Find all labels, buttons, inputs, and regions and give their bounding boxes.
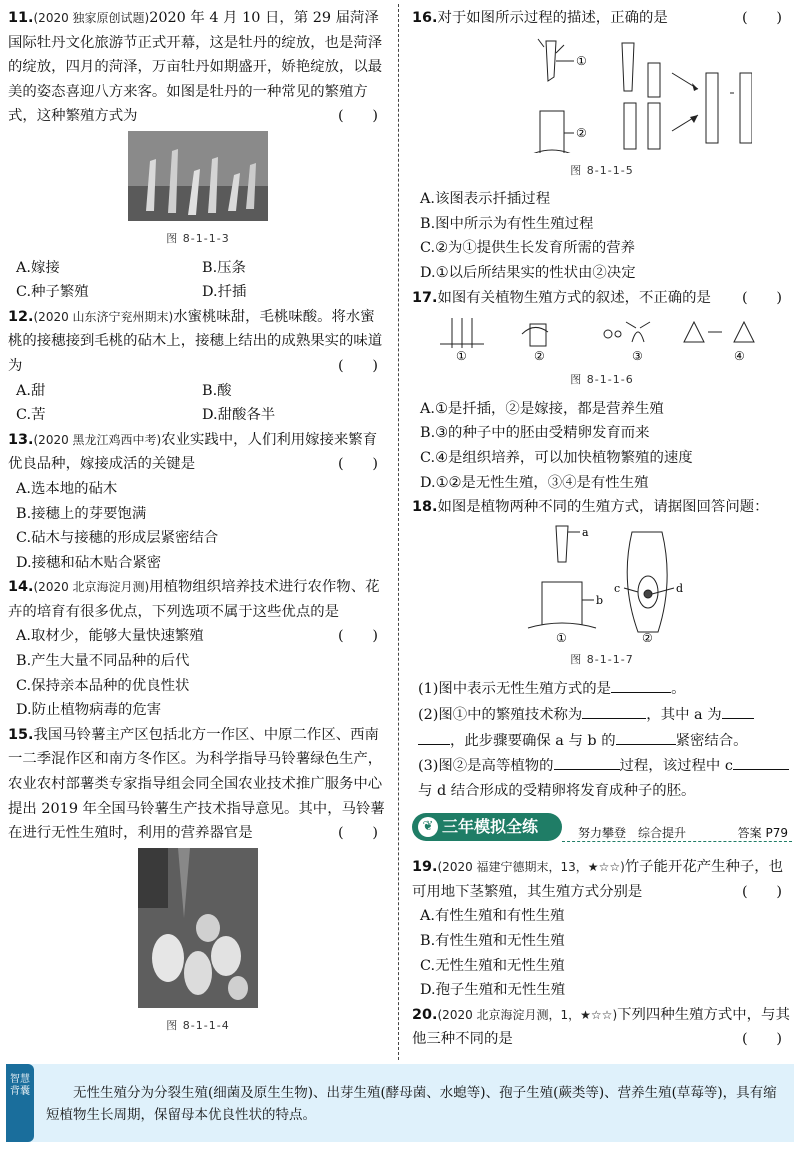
label-a: a (582, 525, 589, 539)
question-18 (412, 495, 792, 803)
option-c: C.保持亲本品种的优良性状 (16, 677, 190, 694)
figure-caption: 图 8-1-1-5 (570, 163, 634, 177)
question-text: 我国马铃薯主产区包括北方一作区、中原二作区、西南一二季混作区和南方冬作区。为科学指导马铃薯绿色生产，农业农村部薯类专家指导组会同全国农业技术推广服务中心提出 2019 年全国马铃薯生产技术指导意见。其中，马铃薯在进行无性生殖时，利用的营养器官是 (8, 726, 385, 842)
option-a: A.有性生殖和有性生殖 (420, 908, 565, 925)
option-a: A.选本地的砧木 (16, 480, 118, 497)
question-number: 15. (8, 726, 34, 743)
option-d: D.防止植物病毒的危害 (16, 702, 162, 719)
question-source: (2020 山东济宁兖州期末) (33, 309, 174, 324)
option-c: C.种子繁殖 (16, 284, 89, 301)
fill-blank[interactable] (733, 753, 789, 770)
answer-paren: ( ) (337, 628, 378, 645)
option-c: C.无性生殖和无性生殖 (420, 957, 565, 974)
figure-two-methods (412, 522, 792, 673)
options (8, 379, 388, 428)
grafting-diagram (452, 33, 752, 153)
question-number: 17. (412, 289, 438, 306)
option-b: B.接穗上的芽要饱满 (16, 505, 147, 522)
question-text: 如图是植物两种不同的生殖方式，请据图回答问题： (437, 499, 769, 516)
question-text: 农业实践中，人们利用嫁接来繁育优良品种，嫁接成活的关键是 (8, 431, 378, 473)
figure-peony (8, 131, 388, 252)
tip-text: 无性生殖分为分裂生殖(细菌及原生生物)、出芽生殖(酵母菌、水螅等)、孢子生殖(蕨类等)、营养生殖(草莓等)，具有缩短植物生长周期，保留母本优良性状的特点。 (46, 1085, 777, 1123)
answer-paren: ( ) (741, 1031, 782, 1048)
option-b: B.③的种子中的胚由受精卵发育而来 (420, 425, 650, 442)
question-number: 16. (412, 10, 438, 26)
option-b: B.有性生殖和无性生殖 (420, 933, 565, 950)
figure-caption: 图 8-1-1-6 (570, 373, 634, 387)
question-source: (2020 北京海淀月测，1，★☆☆) (437, 1007, 618, 1022)
option-c: C.②为①提供生长发育所需的营养 (420, 240, 636, 257)
answer-paren: ( ) (337, 456, 378, 473)
label-c: c (614, 581, 621, 595)
tip-box (6, 1064, 794, 1142)
option-d: D.①以后所结果实的性状由②决定 (420, 264, 636, 281)
question-number: 12. (8, 308, 34, 325)
question-16 (412, 6, 792, 286)
column-divider (398, 4, 399, 1060)
section-tagline: 努力攀登 综合提升 (578, 826, 687, 841)
question-number: 19. (412, 859, 438, 876)
section-rule (562, 841, 792, 842)
question-11 (8, 6, 388, 305)
label-4: ④ (734, 349, 745, 363)
question-15 (8, 723, 388, 1039)
label-1: ① (556, 630, 567, 642)
fill-blank[interactable] (722, 702, 754, 719)
question-number: 20. (412, 1006, 438, 1023)
label-b: b (596, 593, 604, 607)
question-20 (412, 1003, 792, 1052)
figure-caption: 图 8-1-1-3 (166, 231, 230, 245)
option-d: D.接穗和砧木贴合紧密 (16, 554, 162, 571)
label-2: ② (534, 349, 545, 363)
answer-paren: ( ) (741, 10, 782, 26)
question-text: 对于如图所示过程的描述，正确的是 (437, 10, 668, 26)
question-text: 如图有关植物生殖方式的叙述，不正确的是 (437, 289, 711, 306)
peony-cutting-photo (128, 131, 268, 221)
label-1: ① (456, 349, 467, 363)
question-number: 11. (8, 10, 34, 26)
figure-caption: 图 8-1-1-4 (166, 1018, 230, 1032)
question-12 (8, 305, 388, 428)
section-badge (412, 813, 562, 841)
figure-grafting-steps (412, 33, 792, 184)
option-c: C.砧木与接穗的形成层紧密结合 (16, 530, 219, 547)
left-column (8, 6, 388, 1042)
question-17 (412, 286, 792, 496)
question-source: (2020 独家原创试题) (33, 11, 150, 25)
question-source: (2020 北京海淀月测) (33, 580, 150, 595)
question-13 (8, 428, 388, 576)
question-19 (412, 855, 792, 1003)
question-text: 用植物组织培养技术进行农作物、花卉的培育有很多优点，下列选项不属于这些优点的是 (8, 579, 380, 620)
question-number: 18. (412, 499, 438, 516)
answer-paren: ( ) (741, 289, 782, 306)
fill-blank[interactable] (418, 728, 450, 745)
option-b: B.图中所示为有性生殖过程 (420, 215, 594, 232)
question-text: 下列四种生殖方式中，与其他三种不同的是 (412, 1006, 790, 1048)
option-a: A.该图表示扦插过程 (420, 191, 551, 208)
option-d: D.扦插 (202, 284, 247, 301)
label-3: ③ (632, 349, 643, 363)
label-d: d (676, 581, 684, 595)
graft-and-flower-diagram (502, 522, 702, 642)
option-b: B.酸 (202, 382, 232, 399)
figure-potato (8, 848, 388, 1039)
fill-blank[interactable] (582, 702, 646, 719)
potato-photo (138, 848, 258, 1008)
sub-question-3: (3)图②是高等植物的 过程，该过程中 c与 d 结合形成的受精卵将发育成种子的胚。 (412, 753, 792, 803)
leaf-icon: ❦ (418, 817, 438, 837)
option-d: D.①②是无性生殖，③④是有性生殖 (420, 474, 649, 491)
figure-caption: 图 8-1-1-7 (570, 652, 634, 666)
answer-paren: ( ) (337, 108, 378, 125)
fill-blank[interactable] (616, 728, 676, 745)
option-a: A.嫁接 (16, 259, 60, 276)
fill-blank[interactable] (611, 676, 671, 693)
right-column (412, 6, 792, 1052)
options (8, 256, 388, 305)
figure-reproduction-types (412, 312, 792, 393)
option-a: A.取材少，能够大量快速繁殖 (16, 628, 204, 645)
option-d: D.孢子生殖和无性生殖 (420, 982, 566, 999)
answer-paren: ( ) (337, 825, 378, 842)
fill-blank[interactable] (554, 753, 620, 770)
question-number: 13. (8, 431, 34, 448)
section-title: 三年模拟全练 (442, 817, 539, 837)
section-header (412, 811, 792, 845)
question-text: 2020 年 4 月 10 日，第 29 届菏泽国际牡丹文化旅游节正式开幕，这是牡丹的绽放，也是菏泽的绽放，四月的菏泽，万亩牡丹如期盛开，娇艳绽放，以最美的姿态喜迎八方来客。如图是牡丹的一种常见的繁殖方式，这种繁殖方式为 (8, 10, 383, 125)
option-c: C.苦 (16, 407, 46, 424)
option-a: A.①是扦插，②是嫁接，都是营养生殖 (420, 400, 664, 417)
question-text: 竹子能开花产生种子，也可用地下茎繁殖，其生殖方式分别是 (412, 859, 784, 900)
sub-question-2: (2)图①中的繁殖技术称为 ，其中 a 为 ，此步骤要确保 a 与 b 的 紧密结合。 (412, 702, 792, 753)
sub-question-1: (1)图中表示无性生殖方式的是 。 (412, 676, 792, 702)
option-b: B.产生大量不同品种的后代 (16, 653, 190, 670)
question-number: 14. (8, 579, 34, 596)
answer-reference: 答案 P79 (737, 826, 788, 841)
option-d: D.甜酸各半 (202, 407, 276, 424)
option-c: C.④是组织培养，可以加快植物繁殖的速度 (420, 449, 693, 466)
tip-tab: 智慧背囊 (6, 1064, 34, 1142)
question-source: (2020 福建宁德期末，13，★☆☆) (437, 860, 625, 875)
option-a: A.甜 (16, 382, 46, 399)
answer-paren: ( ) (337, 357, 378, 374)
question-source: (2020 黑龙江鸡西中考) (33, 432, 162, 447)
label-1: ① (576, 53, 587, 68)
reproduction-diagram (422, 312, 782, 362)
label-2: ② (642, 630, 653, 642)
answer-paren: ( ) (741, 883, 782, 900)
label-2: ② (576, 125, 587, 140)
question-text: 水蜜桃味甜，毛桃味酸。将水蜜桃的接穗接到毛桃的砧木上，接穗上结出的成熟果实的味道为 (8, 308, 383, 374)
option-b: B.压条 (202, 259, 246, 276)
question-14 (8, 575, 388, 723)
